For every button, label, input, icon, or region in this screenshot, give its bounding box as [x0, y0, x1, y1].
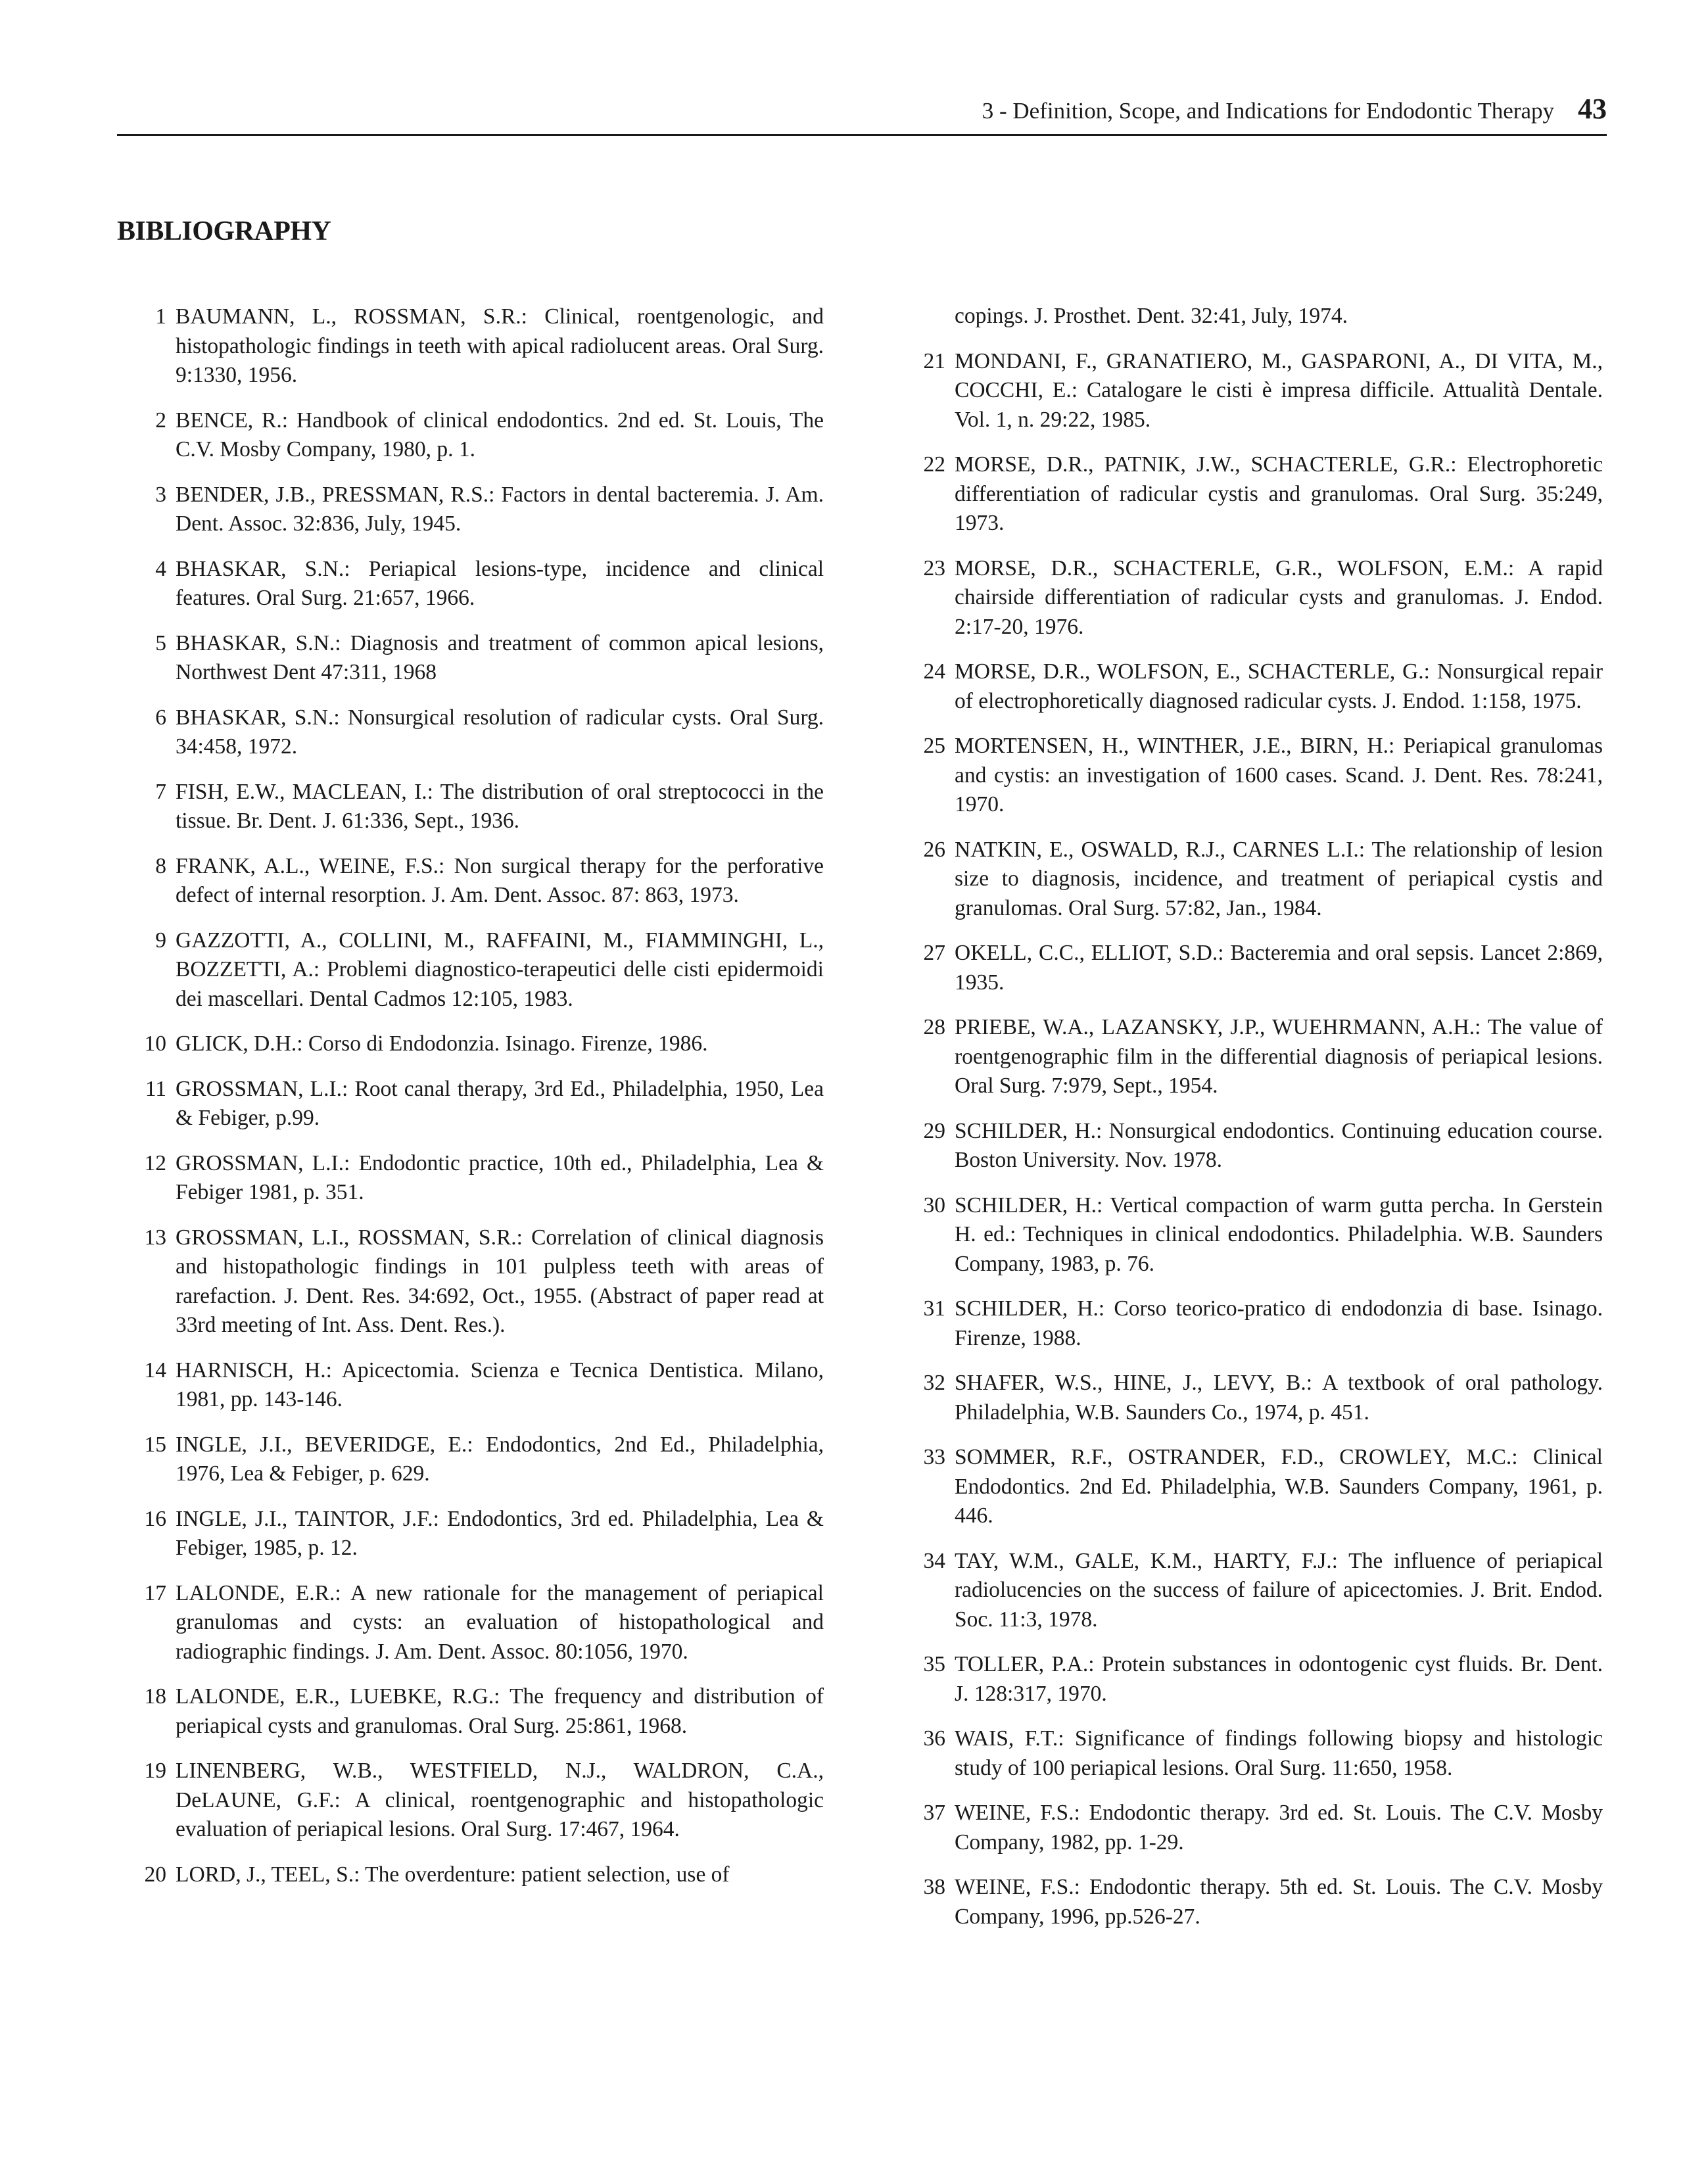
reference-entry	[896, 347, 1603, 435]
reference-number: 13	[144, 1225, 166, 1250]
reference-entry	[896, 939, 1603, 997]
reference-number: 21	[923, 348, 945, 373]
reference-entry	[117, 406, 824, 465]
reference-number: 5	[155, 630, 166, 655]
reference-number: 11	[145, 1076, 166, 1101]
reference-continuation: copings. J. Prosthet. Dent. 32:41, July, 1974.	[955, 304, 1348, 328]
reference-entry	[896, 1873, 1603, 1931]
reference-text: LORD, J., TEEL, S.: The overdenture: patient selection, use of	[176, 1862, 730, 1887]
reference-text: BAUMANN, L., ROSSMAN, S.R.: Clinical, roentgenologic, and histopathologic findings in teeth with apical radiolucent areas. Oral Surg. 9:1330, 1956.	[176, 304, 824, 387]
reference-number: 31	[923, 1296, 945, 1321]
reference-number: 38	[923, 1875, 945, 1899]
reference-number: 12	[144, 1150, 166, 1175]
reference-number: 25	[923, 734, 945, 758]
reference-text: GLICK, D.H.: Corso di Endodonzia. Isinago. Firenze, 1986.	[176, 1031, 708, 1056]
reference-number: 7	[155, 779, 166, 804]
reference-entry	[896, 732, 1603, 820]
reference-text: LALONDE, E.R.: A new rationale for the management of periapical granulomas and cysts: an evaluation of histopathological and radiographic findings. J. Am. Dent. Assoc. 80:1056, 1970.	[176, 1580, 824, 1664]
reference-number: 19	[144, 1759, 166, 1783]
reference-text: FRANK, A.L., WEINE, F.S.: Non surgical therapy for the perforative defect of internal resorption. J. Am. Dent. Assoc. 87: 863, 1973.	[176, 853, 824, 907]
section-heading: BIBLIOGRAPHY	[117, 216, 331, 247]
reference-text: WEINE, F.S.: Endodontic therapy. 5th ed. St. Louis. The C.V. Mosby Company, 1996, pp.526-27.	[955, 1875, 1603, 1929]
reference-number: 17	[144, 1580, 166, 1605]
reference-text: BENCE, R.: Handbook of clinical endodontics. 2nd ed. St. Louis, The C.V. Mosby Company, 1980, p. 1.	[176, 408, 824, 461]
reference-text: LINENBERG, W.B., WESTFIELD, N.J., WALDRON, C.A., DeLAUNE, G.F.: A clinical, roentgenographic and histopathologic evaluation of periapical lesions. Oral Surg. 17:467, 1964.	[176, 1759, 824, 1841]
reference-entry	[117, 1075, 824, 1133]
reference-text: SHAFER, W.S., HINE, J., LEVY, B.: A textbook of oral pathology. Philadelphia, W.B. Saunders Co., 1974, p. 451.	[955, 1371, 1603, 1425]
reference-entry	[896, 554, 1603, 642]
reference-number: 33	[923, 1445, 945, 1469]
reference-text: PRIEBE, W.A., LAZANSKY, J.P., WUEHRMANN, A.H.: The value of roentgenographic film in the differential diagnosis of periapical lesions. Oral Surg. 7:979, Sept., 1954.	[955, 1015, 1603, 1098]
reference-text: NATKIN, E., OSWALD, R.J., CARNES L.I.: The relationship of lesion size to diagnosis, incidence, and treatment of periapical cystis and granulomas. Oral Surg. 57:82, Jan., 1984.	[955, 837, 1603, 920]
reference-number: 6	[155, 705, 166, 730]
reference-number: 34	[923, 1548, 945, 1573]
reference-number: 10	[144, 1031, 166, 1056]
reference-number: 4	[155, 556, 166, 581]
chapter-title: 3 - Definition, Scope, and Indications for Endodontic Therapy	[982, 98, 1554, 124]
reference-entry	[117, 1682, 824, 1741]
reference-entry	[896, 1443, 1603, 1531]
reference-number: 15	[144, 1432, 166, 1457]
page-number: 43	[1578, 93, 1607, 125]
reference-text: GROSSMAN, L.I.: Endodontic practice, 10th ed., Philadelphia, Lea & Febiger 1981, p. 351.	[176, 1150, 824, 1204]
reference-text: MORTENSEN, H., WINTHER, J.E., BIRN, H.: Periapical granulomas and cystis: an investigation of 1600 cases. Scand. J. Dent. Res. 78:241, 1970.	[955, 734, 1603, 816]
reference-text: BHASKAR, S.N.: Diagnosis and treatment of common apical lesions, Northwest Dent 47:311, 1968	[176, 630, 824, 684]
reference-text: OKELL, C.C., ELLIOT, S.D.: Bacteremia and oral sepsis. Lancet 2:869, 1935.	[955, 941, 1603, 995]
reference-entry	[896, 1117, 1603, 1175]
reference-number: 23	[923, 555, 945, 580]
reference-entry	[117, 1757, 824, 1845]
left-column	[117, 302, 824, 1905]
reference-number: 2	[155, 408, 166, 433]
reference-entry	[896, 836, 1603, 924]
reference-text: BHASKAR, S.N.: Nonsurgical resolution of radicular cysts. Oral Surg. 34:458, 1972.	[176, 705, 824, 759]
reference-entry	[117, 1029, 824, 1059]
reference-entry	[117, 852, 824, 910]
reference-number: 1	[155, 304, 166, 329]
reference-entry	[117, 1430, 824, 1489]
reference-number: 14	[144, 1358, 166, 1382]
reference-text: MORSE, D.R., WOLFSON, E., SCHACTERLE, G.: Nonsurgical repair of electrophoretically diagnosed radicular cysts. J. Endod. 1:158, 1975.	[955, 659, 1603, 713]
reference-entry	[896, 1650, 1603, 1709]
reference-entry	[896, 450, 1603, 538]
reference-entry	[117, 302, 824, 390]
reference-entry	[896, 657, 1603, 716]
reference-text: SOMMER, R.F., OSTRANDER, F.D., CROWLEY, M.C.: Clinical Endodontics. 2nd Ed. Philadelphia, W.B. Saunders Company, 1961, p. 446.	[955, 1445, 1603, 1528]
reference-entry	[896, 1724, 1603, 1783]
reference-number: 35	[923, 1652, 945, 1676]
reference-entry	[896, 1013, 1603, 1101]
reference-text: LALONDE, E.R., LUEBKE, R.G.: The frequency and distribution of periapical cysts and granulomas. Oral Surg. 25:861, 1968.	[176, 1684, 824, 1738]
reference-entry	[117, 555, 824, 613]
reference-text: WEINE, F.S.: Endodontic therapy. 3rd ed. St. Louis. The C.V. Mosby Company, 1982, pp. 1-29.	[955, 1801, 1603, 1855]
reference-entry	[117, 629, 824, 688]
reference-entry	[896, 1294, 1603, 1353]
reference-entry	[117, 481, 824, 539]
reference-text: SCHILDER, H.: Nonsurgical endodontics. Continuing education course. Boston University. Nov. 1978.	[955, 1118, 1603, 1172]
reference-number: 30	[923, 1193, 945, 1217]
reference-text: TAY, W.M., GALE, K.M., HARTY, F.J.: The influence of periapical radiolucencies on the success of failure of apicectomies. J. Brit. Endod. Soc. 11:3, 1978.	[955, 1548, 1603, 1632]
reference-text: INGLE, J.I., TAINTOR, J.F.: Endodontics, 3rd ed. Philadelphia, Lea & Febiger, 1985, p. 12.	[176, 1506, 824, 1560]
reference-entry	[117, 778, 824, 836]
reference-number: 36	[923, 1726, 945, 1751]
reference-text: GAZZOTTI, A., COLLINI, M., RAFFAINI, M., FIAMMINGHI, L., BOZZETTI, A.: Problemi diagnostico-terapeutici delle cisti epidermoidi dei mascellari. Dental Cadmos 12:105, 1983.	[176, 928, 824, 1011]
reference-entry	[117, 703, 824, 762]
reference-number: 22	[923, 452, 945, 477]
reference-number: 28	[923, 1015, 945, 1039]
reference-text: FISH, E.W., MACLEAN, I.: The distribution of oral streptococci in the tissue. Br. Dent. J. 61:336, Sept., 1936.	[176, 779, 824, 833]
reference-number: 3	[155, 482, 166, 507]
reference-number: 24	[923, 659, 945, 684]
reference-entry	[117, 1860, 824, 1890]
reference-entry	[896, 1547, 1603, 1635]
reference-text: BENDER, J.B., PRESSMAN, R.S.: Factors in dental bacteremia. J. Am. Dent. Assoc. 32:836, July, 1945.	[176, 482, 824, 536]
running-header	[117, 92, 1607, 126]
right-column	[896, 302, 1603, 1947]
reference-text: MORSE, D.R., SCHACTERLE, G.R., WOLFSON, E.M.: A rapid chairside differentiation of radicular cysts and granulomas. J. Endod. 2:17-20, 1976.	[955, 555, 1603, 639]
reference-entry	[117, 1356, 824, 1415]
reference-text: WAIS, F.T.: Significance of findings following biopsy and histologic study of 100 periapical lesions. Oral Surg. 11:650, 1958.	[955, 1726, 1603, 1780]
reference-text: TOLLER, P.A.: Protein substances in odontogenic cyst fluids. Br. Dent. J. 128:317, 1970.	[955, 1652, 1603, 1706]
reference-entry	[117, 1505, 824, 1563]
reference-entry	[117, 1149, 824, 1208]
reference-number: 9	[155, 928, 166, 953]
reference-text: SCHILDER, H.: Corso teorico-pratico di endodonzia di base. Isinago. Firenze, 1988.	[955, 1296, 1603, 1350]
reference-number: 27	[923, 941, 945, 965]
reference-number: 32	[923, 1371, 945, 1395]
reference-text: INGLE, J.I., BEVERIDGE, E.: Endodontics, 2nd Ed., Philadelphia, 1976, Lea & Febiger, p. 629.	[176, 1432, 824, 1486]
reference-text: GROSSMAN, L.I.: Root canal therapy, 3rd Ed., Philadelphia, 1950, Lea & Febiger, p.99.	[176, 1076, 824, 1130]
reference-number: 18	[144, 1684, 166, 1709]
reference-text: BHASKAR, S.N.: Periapical lesions-type, incidence and clinical features. Oral Surg. 21:657, 1966.	[176, 556, 824, 610]
reference-number: 8	[155, 853, 166, 878]
reference-number: 26	[923, 837, 945, 862]
reference-number: 37	[923, 1801, 945, 1825]
reference-text: MORSE, D.R., PATNIK, J.W., SCHACTERLE, G.R.: Electrophoretic differentiation of radicular cystis and granulomas. Oral Surg. 35:249, 1973.	[955, 452, 1603, 535]
reference-entry	[896, 1191, 1603, 1279]
reference-text: HARNISCH, H.: Apicectomia. Scienza e Tecnica Dentistica. Milano, 1981, pp. 143-146.	[176, 1358, 824, 1411]
reference-text: SCHILDER, H.: Vertical compaction of warm gutta percha. In Gerstein H. ed.: Techniques in clinical endodontics. Philadelphia. W.B. Saunders Company, 1983, p. 76.	[955, 1193, 1603, 1276]
reference-entry	[896, 1799, 1603, 1857]
reference-text: GROSSMAN, L.I., ROSSMAN, S.R.: Correlation of clinical diagnosis and histopathologic findings in 101 pulpless teeth with areas of rarefaction. J. Dent. Res. 34:692, Oct., 1955. (Abstract of paper read at 33rd meeting of Int. Ass. Dent. Res.).	[176, 1225, 824, 1337]
reference-entry	[117, 926, 824, 1014]
reference-number: 20	[144, 1862, 166, 1887]
reference-entry	[117, 1223, 824, 1340]
header-rule	[117, 134, 1607, 136]
reference-entry	[896, 1369, 1603, 1427]
reference-number: 29	[923, 1118, 945, 1143]
reference-entry	[117, 1579, 824, 1667]
reference-number: 16	[144, 1506, 166, 1531]
reference-text: MONDANI, F., GRANATIERO, M., GASPARONI, A., DI VITA, M., COCCHI, E.: Catalogare le cisti è impresa difficile. Attualità Dentale. Vol. 1, n. 29:22, 1985.	[955, 348, 1603, 432]
